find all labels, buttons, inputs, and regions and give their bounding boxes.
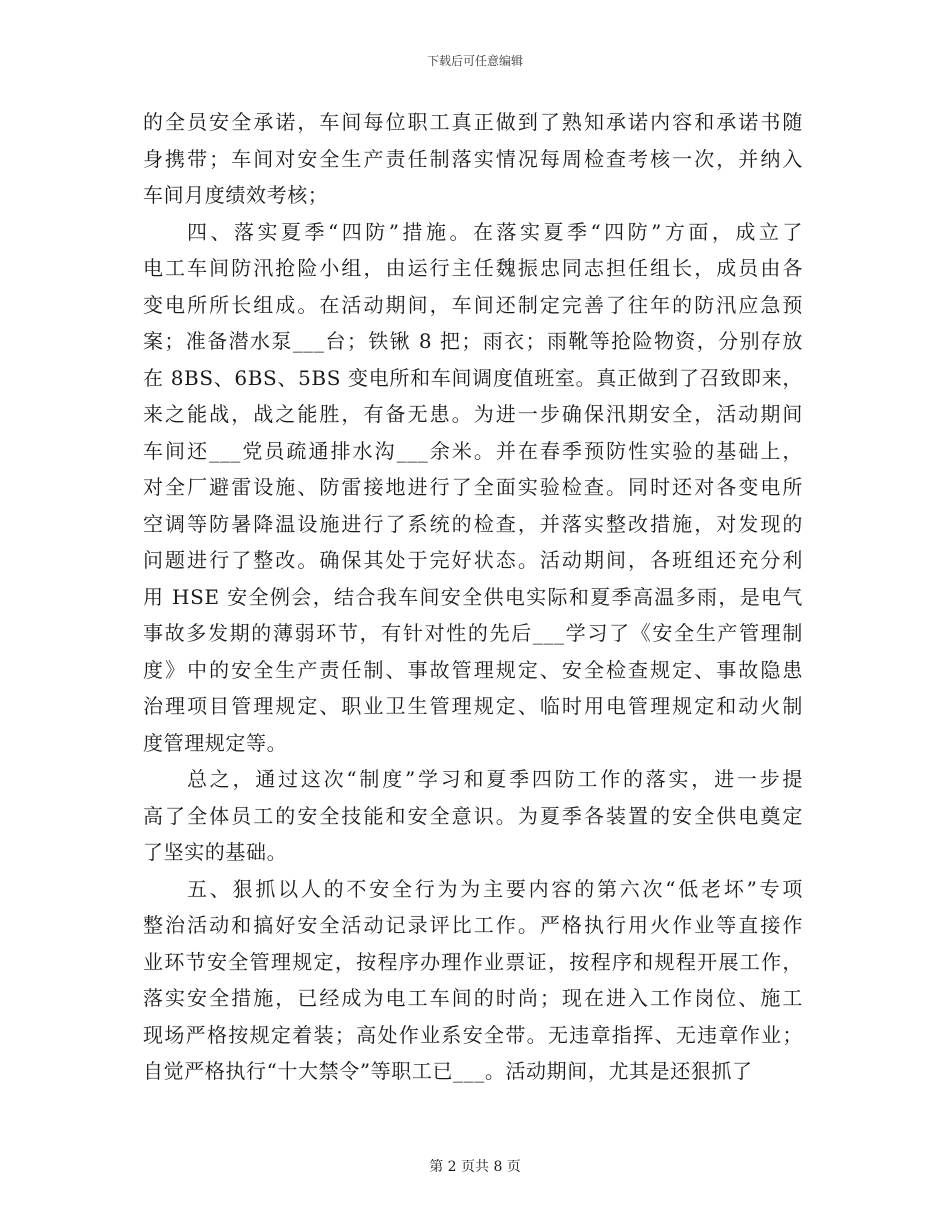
paragraph — [143, 214, 803, 762]
text-line: 变电所所长组成。在活动期间，车间还制定完善了往年的防汛应急预 — [143, 292, 803, 317]
document-body — [143, 104, 803, 1090]
text-line: 电工车间防汛抢险小组，由运行主任魏振忠同志担任组长，成员由各 — [143, 256, 803, 280]
text-line: 治理项目管理规定、职业卫生管理规定、临时用电管理规定和动火制 — [143, 694, 803, 718]
paragraph — [143, 104, 803, 214]
text-line: 五、狠抓以人的不安全行为为主要内容的第六次“低老坏”专项 — [187, 876, 803, 901]
text-line: 案；准备潜水泵___台；铁锹 8 把；雨衣；雨靴等抢险物资，分别存放 — [143, 329, 803, 353]
text-line: 整治活动和搞好安全活动记录评比工作。严格执行用火作业等直接作 — [143, 913, 803, 937]
paragraph — [143, 761, 803, 871]
text-line: 四、落实夏季“四防”措施。在落实夏季“四防”方面，成立了 — [187, 219, 803, 244]
text-line: 事故多发期的薄弱环节，有针对性的先后___学习了《安全生产管理制 — [143, 621, 803, 645]
text-line: 度》中的安全生产责任制、事故管理规定、安全检查规定、事故隐患 — [143, 657, 803, 682]
paragraph — [143, 871, 803, 1090]
text-line: 来之能战，战之能胜，有备无患。为进一步确保汛期安全，活动期间 — [143, 402, 803, 426]
text-line: 总之，通过这次“制度”学习和夏季四防工作的落实，进一步提 — [187, 767, 803, 791]
text-line: 度管理规定等。 — [143, 730, 288, 755]
text-line: 业环节安全管理规定，按程序办理作业票证，按程序和规程开展工作， — [143, 949, 803, 974]
text-line: 车间还___党员疏通排水沟___余米。并在春季预防性实验的基础上， — [143, 438, 803, 463]
text-line: 落实安全措施，已经成为电工车间的时尚；现在进入工作岗位、施工 — [143, 986, 803, 1010]
page-header: 下载后可任意编辑 — [426, 54, 523, 68]
text-line: 问题进行了整改。确保其处于完好状态。活动期间，各班组还充分利 — [143, 548, 803, 572]
text-line: 了坚实的基础。 — [143, 840, 288, 864]
text-line: 用 HSE 安全例会，结合我车间安全供电实际和夏季高温多雨，是电气 — [143, 584, 803, 609]
text-line: 现场严格按规定着装；高处作业系安全带。无违章指挥、无违章作业； — [143, 1022, 803, 1047]
text-line: 的全员安全承诺，车间每位职工真正做到了熟知承诺内容和承诺书随 — [143, 110, 803, 134]
text-line: 对全厂避雷设施、防雷接地进行了全面实验检查。同时还对各变电所 — [143, 475, 803, 499]
text-line: 高了全体员工的安全技能和安全意识。为夏季各装置的安全供电奠定 — [143, 803, 803, 828]
page-footer: 第 2 页共 8 页 — [429, 1159, 521, 1175]
text-line: 车间月度绩效考核； — [143, 183, 329, 207]
text-line: 在 8BS、6BS、5BS 变电所和车间调度值班室。真正做到了召致即来， — [143, 365, 803, 390]
text-line: 空调等防暑降温设施进行了系统的检查，并落实整改措施，对发现的 — [143, 511, 803, 536]
text-line: 自觉严格执行“十大禁令”等职工已___。活动期间，尤其是还狠抓了 — [143, 1059, 753, 1083]
text-line: 身携带；车间对安全生产责任制落实情况每周检查考核一次，并纳入 — [143, 146, 803, 171]
